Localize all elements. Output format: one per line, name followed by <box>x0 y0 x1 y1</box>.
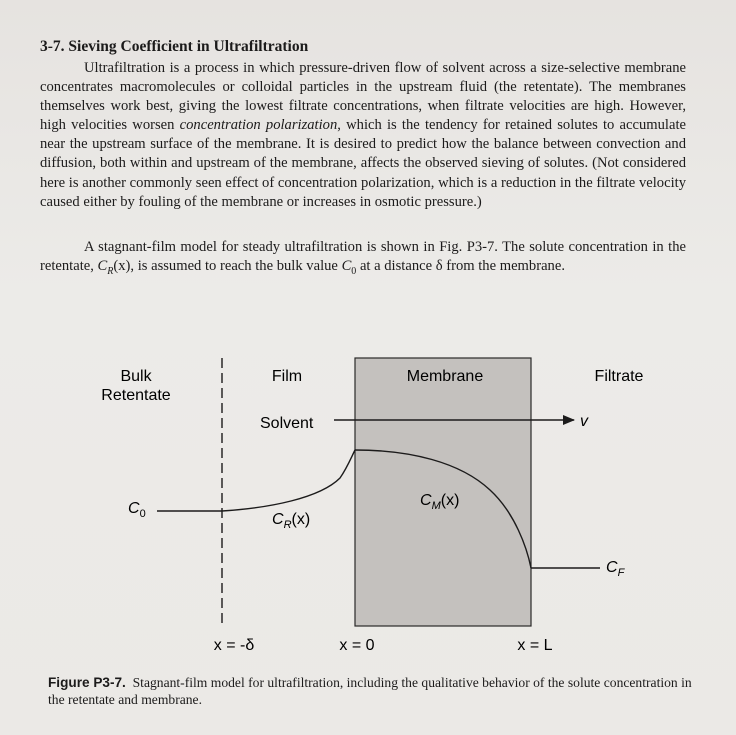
label-cm-main: C <box>420 492 432 509</box>
label-cf-main: C <box>606 559 618 576</box>
paragraph-model-part1: A stagnant-film model for steady ultrafiltration is shown in Fig. P3-7. The solute concentration in the retentate, <box>40 239 686 275</box>
label-x-zero: x = 0 <box>339 637 375 654</box>
label-cr-sub: R <box>283 519 292 531</box>
label-cf <box>606 559 626 579</box>
label-cf-sub: F <box>617 567 625 579</box>
label-solvent: Solvent <box>260 415 314 432</box>
symbol-c0: C <box>341 258 352 275</box>
caption-text: Stagnant-film model for ultrafiltration, including the qualitative behavior of the solute concentration in the retentate and membrane. <box>48 675 692 707</box>
label-retentate: Retentate <box>101 387 171 404</box>
paragraph-intro <box>40 59 686 212</box>
paragraph-model-part2: , is assumed to reach the bulk value <box>130 258 342 275</box>
section-heading: 3-7. Sieving Coefficient in Ultrafiltration <box>40 38 309 55</box>
label-bulk: Bulk <box>120 368 152 385</box>
profile-cr-curve <box>222 450 355 511</box>
symbol-c0-sub: 0 <box>351 266 357 277</box>
label-membrane: Membrane <box>406 368 484 385</box>
emphasis-concentration-polarization: concentration polarization <box>179 117 338 134</box>
figure-p3-7 <box>0 340 736 670</box>
symbol-cr-sub: R <box>107 266 114 277</box>
symbol-cr-arg: (x) <box>113 258 131 275</box>
paragraph-model-part3: at a distance δ from the membrane. <box>356 258 565 275</box>
label-cm-sub: M <box>431 500 441 512</box>
paragraph-intro-part1: Ultrafiltration is a process in which pressure-driven flow of solvent across a size-selective membrane concentrates macromolecules or colloidal particles in the upstream fluid (the retentate). The membranes themselves work best, giving the lowest filtrate concentrations, when filtrate velocities are high. However, high velocities worsen <box>40 60 686 134</box>
caption-label: Figure P3-7. <box>48 675 126 690</box>
label-c0-main: C <box>128 500 140 517</box>
symbol-cr: C <box>97 258 108 275</box>
label-cr <box>272 511 310 531</box>
label-cm-arg: (x) <box>440 492 460 509</box>
paragraph-intro-part2: , which is the tendency for retained solutes to accumulate near the upstream surface of the membrane. It is desired to predict how the balance between convection and diffusion, both within and upstream of the membrane, affects the observed sieving of solutes. (Not considered here is another commonly seen effect of concentration polarization, which is a reduction in the filtrate velocity caused either by fouling of the membrane or increases in osmotic pressure.) <box>40 117 686 210</box>
label-x-minus-delta: x = -δ <box>213 637 255 654</box>
label-cr-arg: (x) <box>291 511 311 528</box>
label-x-L: x = L <box>517 637 553 654</box>
label-filtrate: Filtrate <box>594 368 644 385</box>
label-velocity-v: v <box>580 413 588 430</box>
figure-caption <box>48 674 698 708</box>
paragraph-model <box>40 238 686 281</box>
label-film: Film <box>271 368 303 385</box>
label-cr-main: C <box>272 511 284 528</box>
label-c0-sub: 0 <box>139 508 146 520</box>
label-c0 <box>128 500 146 520</box>
